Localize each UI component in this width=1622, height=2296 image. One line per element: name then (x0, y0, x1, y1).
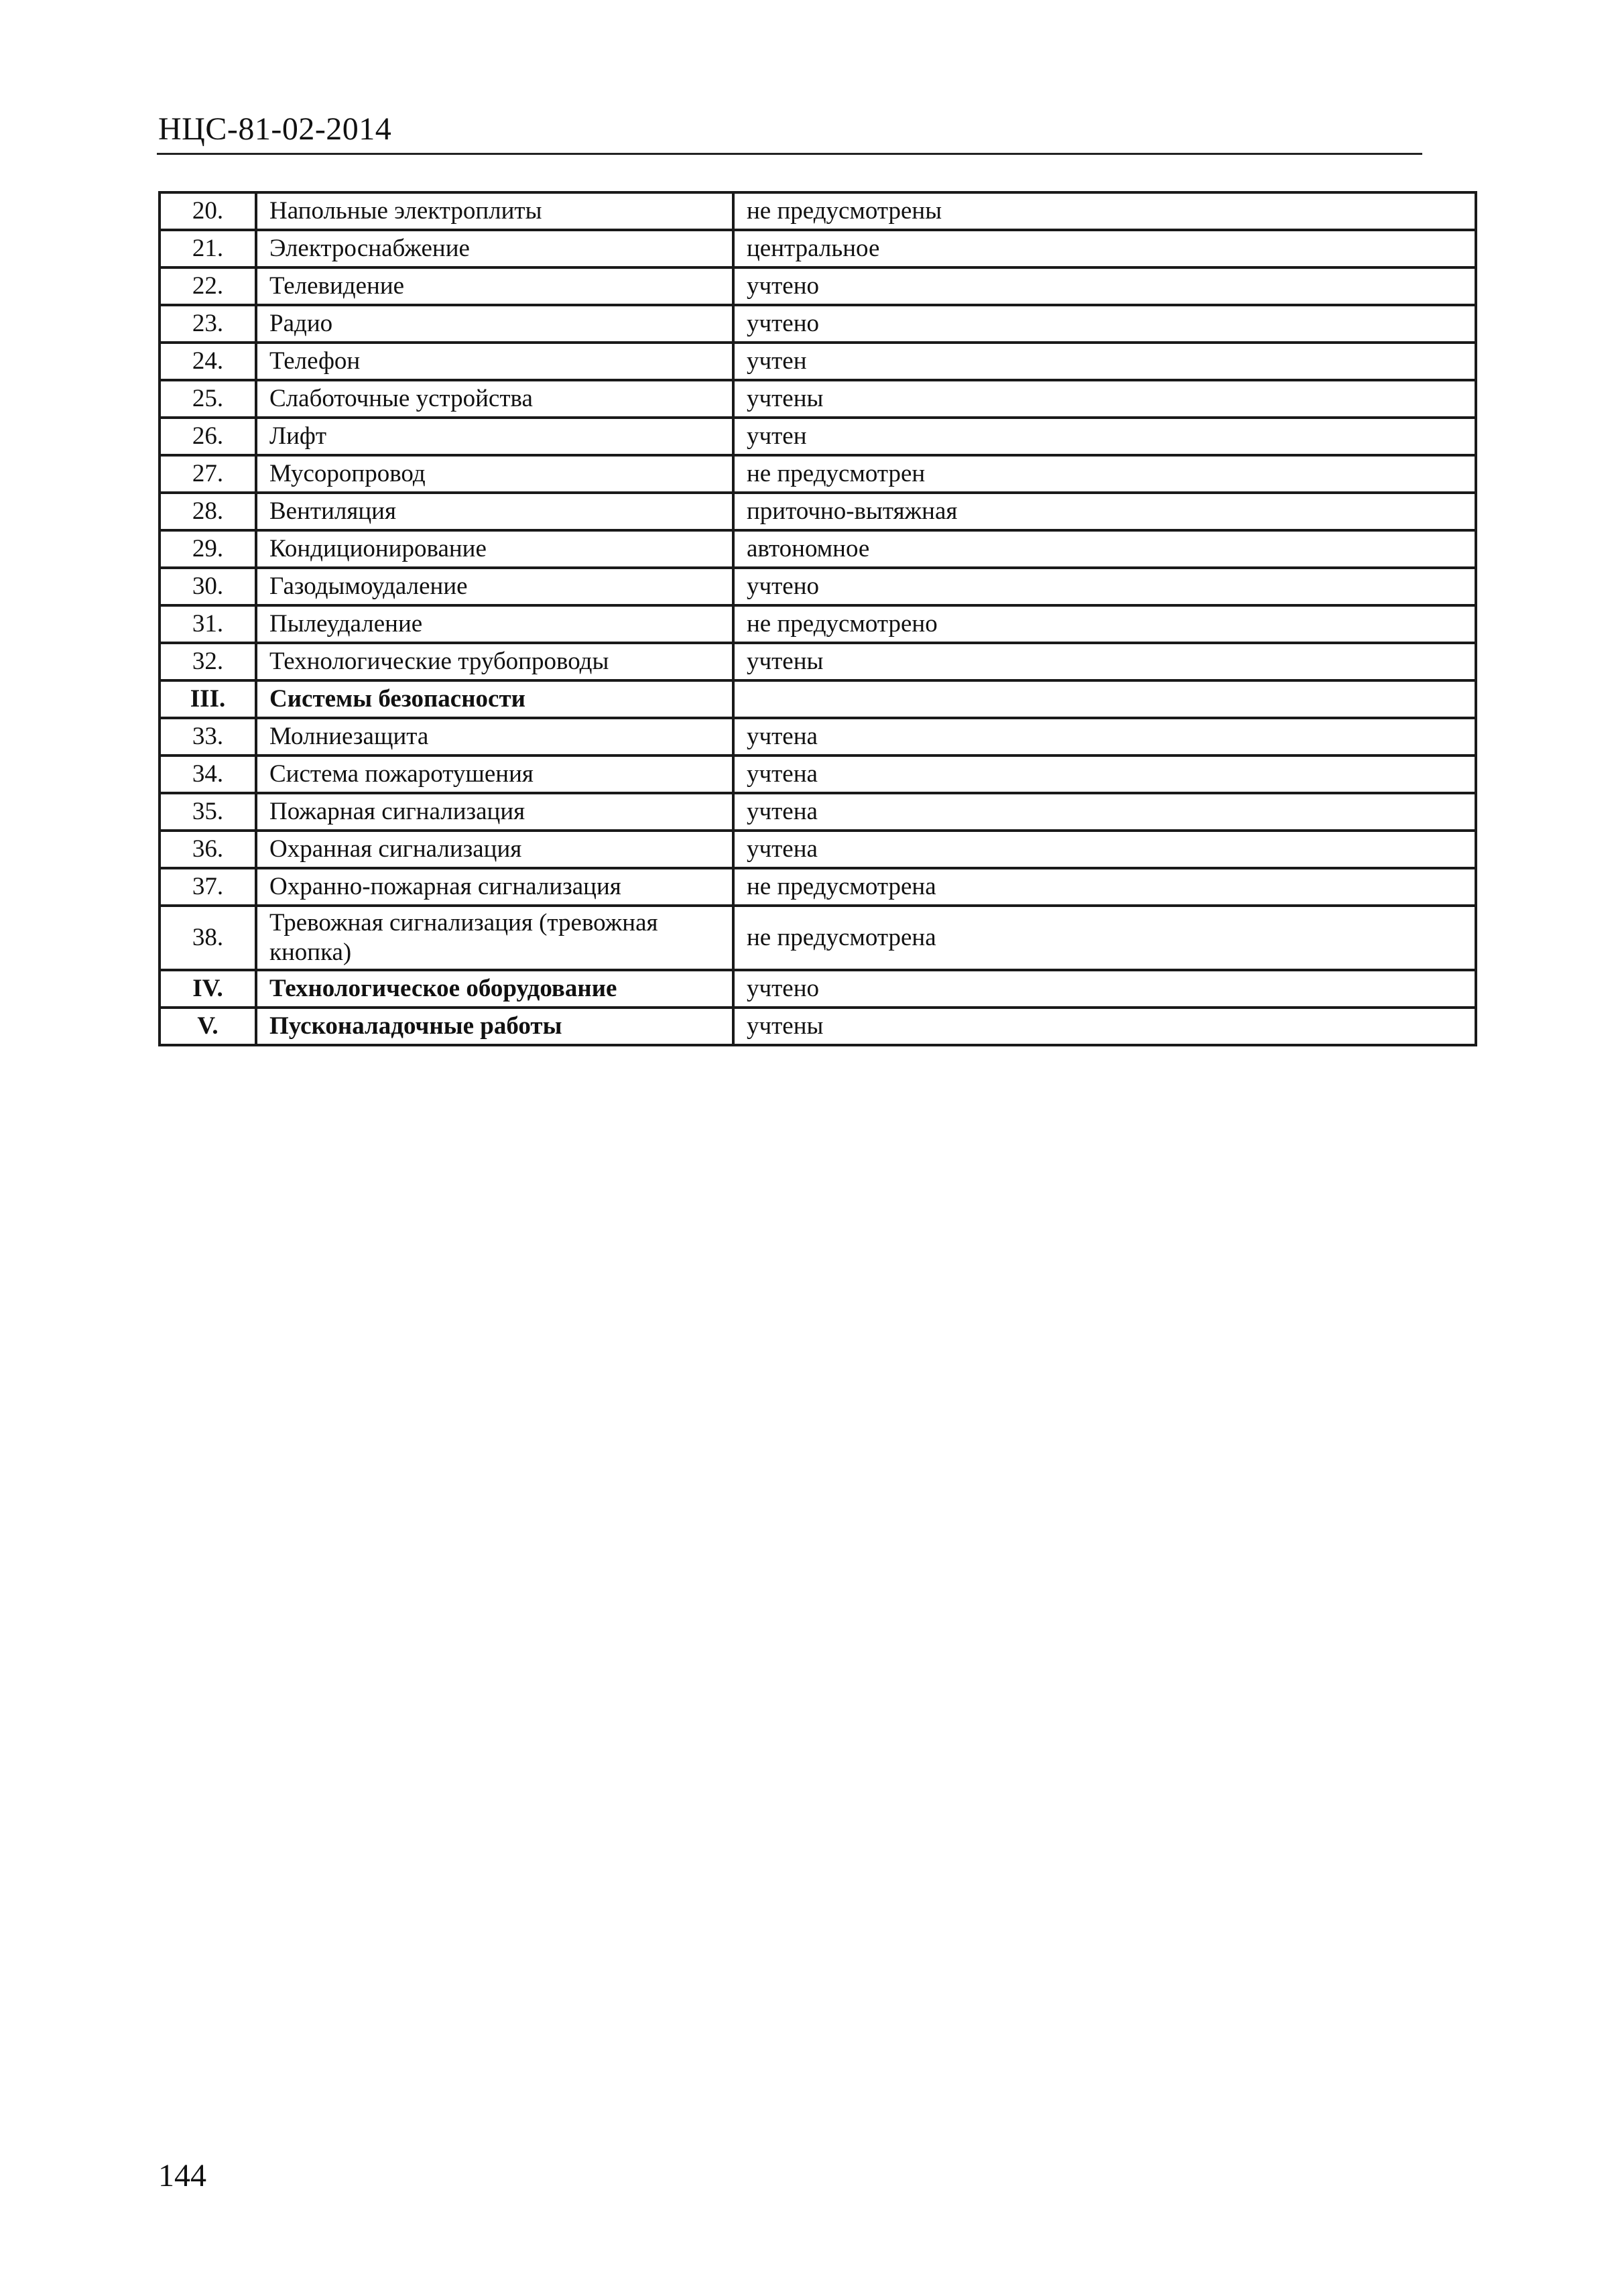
row-item-value: автономное (733, 530, 1476, 568)
row-number: 24. (160, 343, 256, 380)
row-item-value: учтено (733, 267, 1476, 305)
row-item-value: не предусмотрены (733, 192, 1476, 230)
row-item-value: не предусмотрен (733, 455, 1476, 493)
row-item-name: Радио (256, 305, 733, 343)
row-item-name: Пылеудаление (256, 605, 733, 643)
specification-table (158, 191, 1477, 1046)
section-number: V. (160, 1008, 256, 1045)
table-row (160, 418, 1476, 455)
table-row (160, 868, 1476, 906)
row-number: 32. (160, 643, 256, 680)
row-number: 29. (160, 530, 256, 568)
section-title: Системы безопасности (256, 680, 733, 718)
section-value: учтены (733, 1008, 1476, 1045)
row-item-value: не предусмотрена (733, 906, 1476, 970)
row-number: 28. (160, 493, 256, 530)
row-item-value: учтена (733, 831, 1476, 868)
table-row (160, 343, 1476, 380)
table-row (160, 230, 1476, 267)
row-item-value: учтены (733, 380, 1476, 418)
row-item-name: Тревожная сигнализация (тревожная кнопка) (256, 906, 733, 970)
table-row (160, 493, 1476, 530)
section-title: Технологическое оборудование (256, 970, 733, 1008)
section-row (160, 680, 1476, 718)
row-number: 30. (160, 568, 256, 605)
table-row (160, 831, 1476, 868)
document-code-header: НЦС-81-02-2014 (158, 111, 392, 147)
row-item-value: приточно-вытяжная (733, 493, 1476, 530)
table-row (160, 192, 1476, 230)
row-item-name: Охранная сигнализация (256, 831, 733, 868)
row-item-value: учтен (733, 418, 1476, 455)
row-item-name: Слаботочные устройства (256, 380, 733, 418)
row-item-value: центральное (733, 230, 1476, 267)
row-item-value: не предусмотрено (733, 605, 1476, 643)
section-title: Пусконаладочные работы (256, 1008, 733, 1045)
page-number: 144 (158, 2158, 206, 2193)
row-number: 34. (160, 756, 256, 793)
table-row (160, 718, 1476, 756)
table-row (160, 906, 1476, 970)
row-number: 31. (160, 605, 256, 643)
table-row (160, 793, 1476, 831)
table-row (160, 380, 1476, 418)
table-row (160, 530, 1476, 568)
row-item-name: Телевидение (256, 267, 733, 305)
table-row (160, 568, 1476, 605)
row-item-name: Газодымоудаление (256, 568, 733, 605)
section-value: учтено (733, 970, 1476, 1008)
row-number: 25. (160, 380, 256, 418)
row-number: 33. (160, 718, 256, 756)
section-number: III. (160, 680, 256, 718)
row-item-value: учтено (733, 568, 1476, 605)
row-item-name: Напольные электроплиты (256, 192, 733, 230)
section-row (160, 970, 1476, 1008)
section-value (733, 680, 1476, 718)
row-item-value: учтены (733, 643, 1476, 680)
table-row (160, 305, 1476, 343)
row-number: 38. (160, 906, 256, 970)
row-item-value: учтено (733, 305, 1476, 343)
row-number: 36. (160, 831, 256, 868)
row-item-value: не предусмотрена (733, 868, 1476, 906)
row-item-value: учтена (733, 793, 1476, 831)
row-item-name: Технологические трубопроводы (256, 643, 733, 680)
row-item-value: учтена (733, 756, 1476, 793)
row-number: 23. (160, 305, 256, 343)
row-item-name: Мусоропровод (256, 455, 733, 493)
row-item-name: Пожарная сигнализация (256, 793, 733, 831)
row-number: 22. (160, 267, 256, 305)
row-item-name: Электроснабжение (256, 230, 733, 267)
row-number: 27. (160, 455, 256, 493)
row-number: 37. (160, 868, 256, 906)
table-row (160, 756, 1476, 793)
table-row (160, 455, 1476, 493)
row-item-name: Система пожаротушения (256, 756, 733, 793)
row-number: 26. (160, 418, 256, 455)
table-row (160, 605, 1476, 643)
table-row (160, 643, 1476, 680)
row-item-value: учтен (733, 343, 1476, 380)
row-number: 35. (160, 793, 256, 831)
row-item-name: Охранно-пожарная сигнализация (256, 868, 733, 906)
table-row (160, 267, 1476, 305)
row-item-value: учтена (733, 718, 1476, 756)
header-rule (157, 153, 1422, 155)
row-item-name: Кондиционирование (256, 530, 733, 568)
row-number: 21. (160, 230, 256, 267)
section-number: IV. (160, 970, 256, 1008)
row-item-name: Лифт (256, 418, 733, 455)
row-item-name: Молниезащита (256, 718, 733, 756)
row-item-name: Вентиляция (256, 493, 733, 530)
row-item-name: Телефон (256, 343, 733, 380)
section-row (160, 1008, 1476, 1045)
row-number: 20. (160, 192, 256, 230)
